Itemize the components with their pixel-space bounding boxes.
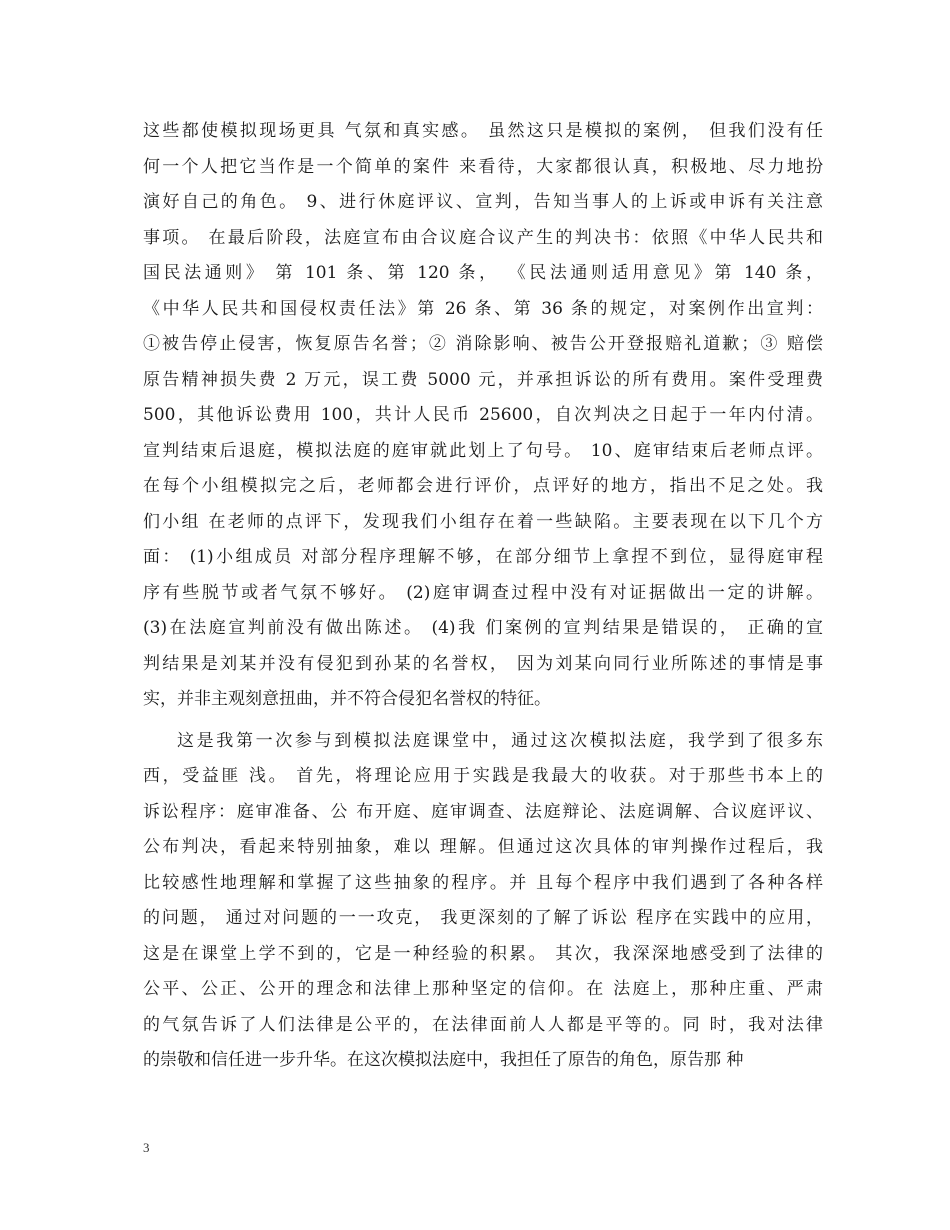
text-line: 的气氛告诉了人们法律是公平的，在法律面前人人都是平等的。同 时，我对法律: [143, 1014, 823, 1035]
text-line: 何一个人把它当作是一个简单的案件 来看待，大家都很认真，积极地、尽力地扮: [143, 156, 823, 177]
text-line: 演好自己的角色。 9、进行休庭评议、宣判，告知当事人的上诉或申诉有关注意: [143, 192, 823, 212]
paragraph-2: [143, 724, 823, 1079]
text-line: 事项。 在最后阶段，法庭宣布由合议庭合议产生的判决书：依照《中华人民共和: [143, 227, 823, 248]
text-line: 西，受益匪 浅。 首先，将理论应用于实践是我最大的收获。对于那些书本上的: [143, 766, 823, 786]
text-line: 们小组 在老师的点评下，发现我们小组存在着一些缺陷。主要表现在以下几个方: [143, 511, 823, 532]
text-line: ①被告停止侵害，恢复原告名誉；② 消除影响、被告公开登报赔礼道歉；③ 赔偿: [143, 334, 823, 354]
text-line: 公布判决，看起来特别抽象，难以 理解。但通过这次具体的审判操作过程后，我: [143, 837, 823, 857]
text-line: 实，并非主观刻意扭曲，并不符合侵犯名誉权的特征。: [143, 689, 551, 709]
text-line: 《中华人民共和国侵权责任法》第 26 条、第 36 条的规定，对案例作出宣判：: [143, 298, 823, 319]
text-line: 宣判结束后退庭，模拟法庭的庭审就此划上了句号。 10、庭审结束后老师点评。: [143, 440, 823, 461]
text-line: 诉讼程序：庭审准备、公 布开庭、庭审调查、法庭辩论、法庭调解、合议庭评议、: [143, 801, 823, 822]
text-line: 面： (1)小组成员 对部分程序理解不够，在部分细节上拿捏不到位，显得庭审程: [143, 547, 823, 567]
text-line: 这是在课堂上学不到的，它是一种经验的积累。 其次，我深深地感受到了法律的: [143, 943, 823, 964]
paragraph-1: [143, 114, 823, 718]
text-line: (3)在法庭宣判前没有做出陈述。 (4)我 们案例的宣判结果是错误的， 正确的宣: [143, 618, 823, 638]
text-line: 这些都使模拟现场更具 气氛和真实感。 虽然这只是模拟的案例， 但我们没有任: [143, 121, 823, 141]
page-number: 3: [143, 1140, 150, 1155]
text-line: 500，其他诉讼费用 100，共计人民币 25600，自次判决之日起于一年内付清。: [143, 405, 823, 425]
text-line: 公平、公正、公开的理念和法律上那种坚定的信仰。在 法庭上，那种庄重、严肃: [143, 979, 823, 999]
text-line: 原告精神损失费 2 万元，误工费 5000 元，并承担诉讼的所有费用。案件受理费: [143, 369, 823, 390]
text-line: 的问题， 通过对问题的一一攻克， 我更深刻的了解了诉讼 程序在实践中的应用，: [143, 908, 823, 928]
text-line: 这是我第一次参与到模拟法庭课堂中，通过这次模拟法庭，我学到了很多东: [177, 730, 823, 751]
text-line: 比较感性地理解和掌握了这些抽象的程序。并 且每个程序中我们遇到了各种各样: [143, 872, 823, 893]
body-text: [143, 114, 823, 1079]
text-line: 判结果是刘某并没有侵犯到孙某的名誉权， 因为刘某向同行业所陈述的事情是事: [143, 653, 823, 674]
text-line: 在每个小组模拟完之后，老师都会进行评价，点评好的地方，指出不足之处。我: [143, 476, 823, 496]
text-line: 序有些脱节或者气氛不够好。 (2)庭审调查过程中没有对证据做出一定的讲解。: [143, 582, 823, 603]
text-line: 的崇敬和信任进一步升华。在这次模拟法庭中，我担任了原告的角色，原告那 种: [143, 1050, 744, 1070]
text-line: 国民法通则》 第 101 条、第 120 条， 《民法通则适用意见》第 140 条，: [143, 263, 823, 283]
